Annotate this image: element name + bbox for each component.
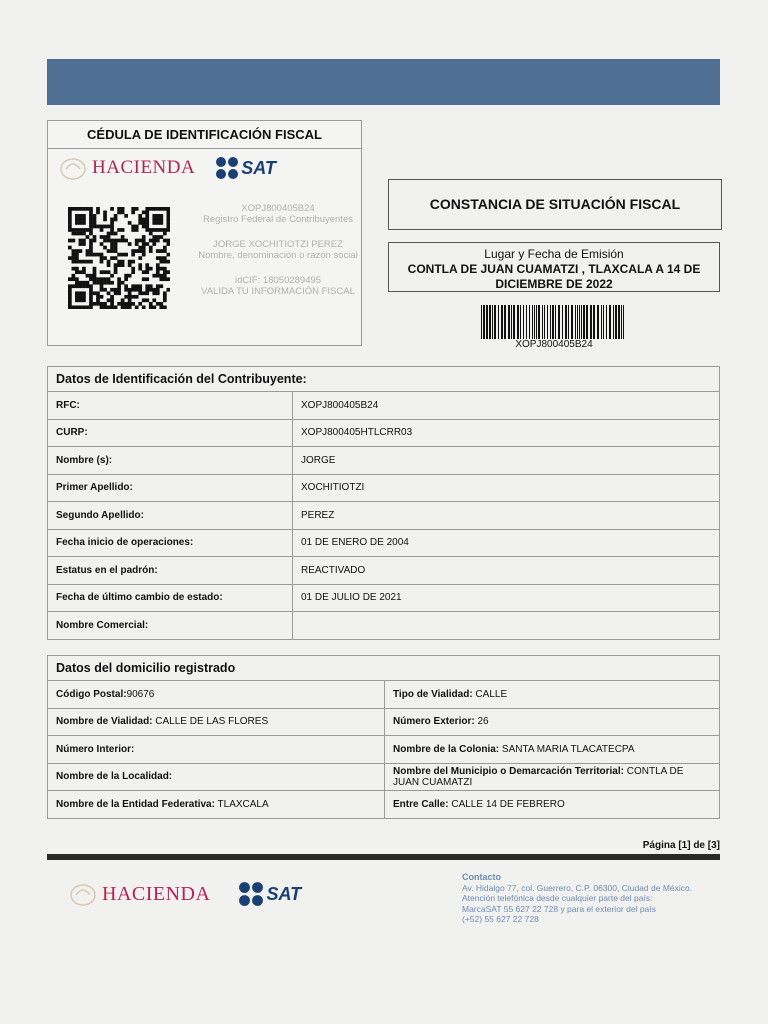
sat-text: SAT <box>266 883 302 904</box>
row-value: 01 DE JULIO DE 2021 <box>293 584 720 612</box>
cedula-nombre: JORGE XOCHITIOTZI PEREZ <box>213 239 343 250</box>
table-row <box>48 419 720 447</box>
row-label: Nombre del Municipio o Demarcación Territorial: <box>393 765 624 777</box>
row-label: Nombre de la Colonia: <box>393 743 500 755</box>
header-banner <box>47 59 720 105</box>
cedula-logos <box>58 153 276 183</box>
row-value: SANTA MARIA TLACATECPA <box>499 743 635 755</box>
barcode-text: XOPJ800405B24 <box>515 339 593 350</box>
table-row <box>48 584 720 612</box>
row-value: TLAXCALA <box>214 798 269 810</box>
row-value: XOCHITIOTZI <box>293 474 720 502</box>
row-label: Fecha de último cambio de estado: <box>48 584 293 612</box>
contacto-line: Av. Hidalgo 77, col. Guerrero, C.P. 06300, Ciudad de México. <box>462 882 693 893</box>
footer-rule <box>47 854 720 860</box>
row-label: Nombre Comercial: <box>48 612 293 640</box>
row-value: REACTIVADO <box>293 557 720 585</box>
row-label: Número Exterior: <box>393 716 475 728</box>
row-label: Nombre de la Localidad: <box>56 771 173 783</box>
row-label: Nombre (s): <box>48 447 293 475</box>
constancia-title: CONSTANCIA DE SITUACIÓN FISCAL <box>388 179 722 230</box>
eagle-seal-icon <box>68 881 98 907</box>
lugar-value: CONTLA DE JUAN CUAMATZI , TLAXCALA A 14 DE DICIEMBRE DE 2022 <box>407 262 701 291</box>
cedula-card <box>47 120 362 346</box>
contacto-line: Atención telefónica desde cualquier parte del país: <box>462 893 653 903</box>
table-row <box>48 708 720 736</box>
row-label: Segundo Apellido: <box>48 502 293 530</box>
domicilio-table <box>47 655 720 819</box>
row-label: Entre Calle: <box>393 798 449 810</box>
footer-logos <box>68 876 301 912</box>
row-value: CALLE DE LAS FLORES <box>152 716 269 728</box>
row-label: Nombre de la Entidad Federativa: <box>56 798 215 810</box>
table-row <box>48 736 720 764</box>
contribuyente-heading: Datos de Identificación del Contribuyente: <box>48 367 720 392</box>
row-value: XOPJ800405B24 <box>293 392 720 420</box>
sat-logo <box>238 881 301 907</box>
table-row <box>48 474 720 502</box>
contacto-title: Contacto <box>462 872 501 882</box>
table-row <box>48 447 720 475</box>
cedula-info <box>198 203 358 297</box>
table-row <box>48 557 720 585</box>
hacienda-logo: HACIENDA <box>102 882 211 905</box>
table-row <box>48 502 720 530</box>
cedula-rfc: XOPJ800405B24 <box>241 203 315 214</box>
qr-code <box>68 207 170 309</box>
table-row <box>48 529 720 557</box>
row-label: Estatus en el padrón: <box>48 557 293 585</box>
cedula-valida: VALIDA TU INFORMACIÓN FISCAL <box>201 286 355 297</box>
row-value: XOPJ800405HTLCRR03 <box>293 419 720 447</box>
contacto-line: (+52) 55 627 22 728 <box>462 914 539 924</box>
table-row <box>48 612 720 640</box>
contacto-line: MarcaSAT 55 627 22 728 y para el exterior del país <box>462 903 656 914</box>
row-label: Número Interior: <box>56 743 135 755</box>
row-label: Código Postal: <box>56 688 127 700</box>
lugar-fecha-box <box>388 242 720 292</box>
row-label: CURP: <box>48 419 293 447</box>
sat-text: SAT <box>241 157 276 178</box>
sat-dots-icon <box>215 156 239 180</box>
contribuyente-table <box>47 366 720 640</box>
row-value: CALLE 14 DE FEBRERO <box>448 798 565 810</box>
cedula-rfc-caption: Registro Federal de Contribuyentes <box>203 214 353 225</box>
cedula-nombre-caption: Nombre, denominación o razón social <box>198 250 358 261</box>
row-label: Primer Apellido: <box>48 474 293 502</box>
table-row <box>48 791 720 819</box>
row-value: CALLE <box>472 688 508 700</box>
domicilio-heading: Datos del domicilio registrado <box>48 656 720 681</box>
contacto-block <box>462 872 722 925</box>
cedula-idcif: idCIF: 18050289495 <box>234 275 322 286</box>
table-row <box>48 392 720 420</box>
row-value <box>293 612 720 640</box>
row-value: PEREZ <box>293 502 720 530</box>
lugar-label: Lugar y Fecha de Emisión <box>484 247 624 261</box>
row-value: 01 DE ENERO DE 2004 <box>293 529 720 557</box>
eagle-seal-icon <box>58 155 88 181</box>
row-value: 90676 <box>126 688 155 700</box>
row-label: Nombre de Vialidad: <box>56 716 153 728</box>
sat-dots-icon <box>238 881 264 907</box>
row-value: CONTLA DE JUAN CUAMATZI <box>393 765 684 788</box>
sat-logo <box>215 156 276 180</box>
table-row <box>48 763 720 791</box>
row-value: 26 <box>474 716 489 728</box>
row-label: RFC: <box>48 392 293 420</box>
table-row <box>48 681 720 709</box>
row-label: Fecha inicio de operaciones: <box>48 529 293 557</box>
cedula-title: CÉDULA DE IDENTIFICACIÓN FISCAL <box>48 121 361 149</box>
page-number: Página [1] de [3] <box>642 840 720 851</box>
hacienda-logo: HACIENDA <box>92 157 196 178</box>
row-value: JORGE <box>293 447 720 475</box>
barcode <box>480 305 628 341</box>
row-label: Tipo de Vialidad: <box>393 688 473 700</box>
